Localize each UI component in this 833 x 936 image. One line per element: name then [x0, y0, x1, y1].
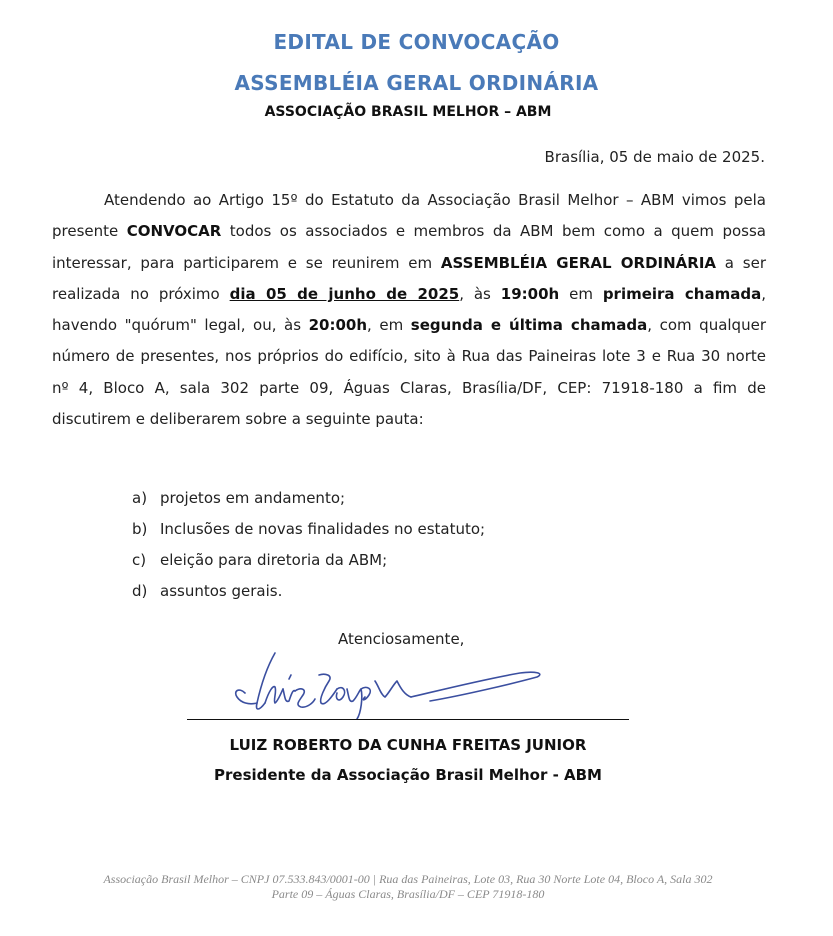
signatory-name: LUIZ ROBERTO DA CUNHA FREITAS JUNIOR [229, 736, 587, 754]
paragraph-text: Atendendo ao Artigo 15º do Estatuto da Associação Brasil Melhor – ABM vimos pela presente [52, 191, 766, 241]
list-item [132, 576, 485, 607]
signature-line [187, 719, 629, 720]
list-marker: a) [132, 489, 148, 507]
paragraph-text: , com qualquer número de presentes, nos próprios do edifício, sito à Rua das Paineiras lote 3 e Rua 30 norte nº 4, Bloco A, sala 302 parte 09, Águas Claras, Brasília/DF, CEP: 71918-180 a fim de discutirem e deliberarem sobre a seguinte pauta: [52, 316, 766, 429]
list-item-text: assuntos gerais. [160, 582, 283, 600]
paragraph-text: , havendo "quórum" legal, ou, às [52, 284, 766, 335]
list-item-text: Inclusões de novas finalidades no estatuto; [160, 520, 486, 538]
closing-salutation: Atenciosamente, [338, 630, 465, 648]
agenda-list [132, 483, 485, 607]
list-item [132, 514, 485, 545]
paragraph-text: , às [459, 284, 501, 303]
emphasis-assembly: ASSEMBLÉIA GERAL ORDINÁRIA [440, 253, 717, 272]
page-footer [0, 872, 816, 902]
list-marker: d) [132, 582, 148, 600]
list-item-text: eleição para diretoria da ABM; [160, 551, 388, 569]
list-item-text: projetos em andamento; [160, 489, 346, 507]
paragraph-text: em [559, 284, 603, 303]
list-item [132, 545, 485, 576]
emphasis-convocar: CONVOCAR [126, 222, 222, 241]
convocation-paragraph [52, 185, 766, 435]
first-call-time: 19:00h [500, 284, 560, 303]
meeting-date [230, 285, 460, 303]
organization-name: ASSOCIAÇÃO BRASIL MELHOR – ABM [264, 104, 552, 120]
paragraph-text: todos os associados e membros da ABM bem como a quem possa interessar, para participarem e se reunirem em [52, 222, 767, 272]
emphasis-second-call: segunda e última chamada [410, 316, 648, 335]
list-marker: b) [132, 520, 148, 538]
document-subtitle: ASSEMBLÉIA GERAL ORDINÁRIA [234, 71, 599, 95]
signatory-role: Presidente da Associação Brasil Melhor - ABM [214, 766, 602, 784]
paragraph-text: a ser realizada no próximo [52, 253, 766, 303]
date-line: Brasília, 05 de maio de 2025. [544, 148, 765, 166]
list-marker: c) [132, 551, 147, 569]
meeting-date-underlined: dia 05 de junho de 2025 [229, 284, 460, 303]
list-item [132, 483, 485, 514]
second-call-time: 20:00h [308, 316, 368, 335]
paragraph-text: , em [367, 316, 411, 335]
document-title: EDITAL DE CONVOCAÇÃO [273, 30, 560, 54]
footer-line-1: Associação Brasil Melhor – CNPJ 07.533.843/0001-00 | Rua das Paineiras, Lote 03, Rua 30 Norte Lote 04, Bloco A, Sala 302 [103, 872, 713, 886]
footer-line-2: Parte 09 – Águas Claras, Brasília/DF – CEP 71918-180 [271, 887, 545, 901]
emphasis-first-call: primeira chamada [602, 284, 762, 303]
handwritten-signature [215, 645, 555, 725]
